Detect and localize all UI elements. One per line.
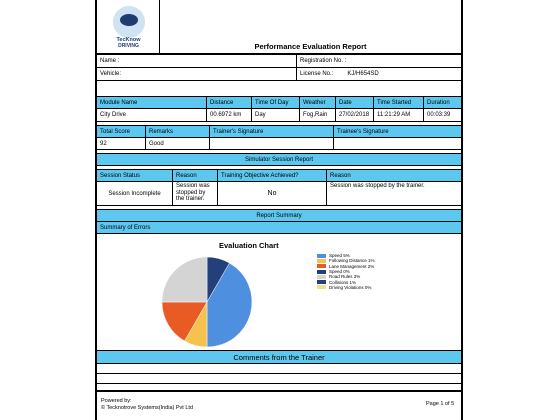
score-header-cell: Remarks	[145, 126, 209, 137]
company-name: © Tecknotrove Systems(India) Pvt Ltd	[101, 405, 193, 411]
pie-slice	[162, 257, 207, 302]
module-cell: 00.6972 km	[206, 109, 251, 121]
total-score-value: 92	[100, 140, 107, 147]
comments-title	[97, 350, 461, 364]
session-status-value: Session Incomplete	[108, 190, 161, 197]
legend-label: Collisions 1%	[329, 279, 357, 285]
chart-legend	[317, 253, 375, 290]
sim-header-cell: Reason	[172, 170, 217, 181]
logo	[97, 0, 160, 53]
score-table-row	[97, 138, 461, 150]
license-field	[296, 68, 461, 80]
simulator-title-text: Simulator Session Report	[244, 156, 314, 163]
simulator-table-header	[97, 170, 461, 182]
module-table-header	[97, 97, 461, 109]
simulator-table-row	[97, 182, 461, 206]
trainee-signature	[333, 138, 461, 149]
spacer-row	[97, 81, 461, 97]
steering-wheel-icon	[113, 6, 145, 38]
simulator-section-title	[97, 154, 461, 166]
module-cell: 27/02/2018	[335, 109, 373, 121]
legend-item	[317, 285, 375, 290]
legend-label: Speed 5%	[329, 253, 350, 259]
module-header-cell: Weather	[299, 97, 335, 108]
score-header-cell: Trainee's Signature	[333, 126, 461, 137]
legend-swatch	[317, 270, 326, 274]
module-cell: Day	[251, 109, 299, 121]
logo-subtitle: DRIVING	[118, 43, 139, 49]
report-summary-text: Report Summary	[256, 212, 302, 219]
legend-swatch	[317, 259, 326, 263]
page-title: Performance Evaluation Report	[254, 42, 367, 51]
legend-swatch	[317, 264, 326, 268]
report-header	[97, 0, 461, 55]
info-row-name	[97, 55, 461, 68]
info-row-vehicle	[97, 68, 461, 81]
vehicle-label: Vehicle:	[100, 71, 122, 77]
summary-errors-text: Summary of Errors	[100, 224, 151, 231]
legend-swatch	[317, 275, 326, 279]
legend-label: Speed 0%	[329, 269, 350, 275]
module-table-row	[97, 109, 461, 122]
module-header-cell: Duration	[423, 97, 461, 108]
legend-label: Lane Management 2%	[329, 263, 375, 269]
module-cell: City Drive	[100, 112, 127, 118]
module-cell: 00:03:39	[423, 109, 461, 121]
registration-label: Registration No. :	[296, 55, 461, 67]
name-label: Name :	[100, 58, 120, 64]
page-number: Page 1 of 5	[426, 401, 455, 407]
session-reason-value: Session was stopped by the trainer.	[172, 182, 217, 205]
legend-label: Driving Violations 0%	[329, 284, 372, 290]
module-header-cell: Distance	[206, 97, 251, 108]
pie-chart	[152, 255, 262, 350]
score-header-cell: Trainer's Signature	[209, 126, 333, 137]
legend-label: Following Distance 1%	[329, 258, 375, 264]
trainer-signature	[209, 138, 333, 149]
legend-swatch	[317, 280, 326, 284]
sim-header-cell: Session Status	[100, 172, 141, 179]
module-header-cell: Time Started	[373, 97, 423, 108]
module-cell: 11:21:29 AM	[373, 109, 423, 121]
sim-header-cell: Reason	[326, 170, 461, 181]
powered-by-label: Powered by:	[101, 398, 132, 404]
comments-line	[97, 384, 461, 392]
comments-line	[97, 374, 461, 384]
module-header-cell: Time Of Day	[251, 97, 299, 108]
score-table-header	[97, 126, 461, 138]
comments-line	[97, 364, 461, 374]
score-header-cell: Total Score	[100, 128, 131, 135]
module-header-cell: Date	[335, 97, 373, 108]
legend-swatch	[317, 285, 326, 289]
license-label: License No.:	[300, 71, 334, 77]
sim-header-cell: Training Objective Achieved?	[217, 170, 326, 181]
logo-brand: TecKnow	[116, 37, 141, 43]
legend-label: Road Rules 3%	[329, 274, 361, 280]
objective-reason-value: Session was stopped by the trainer.	[326, 182, 461, 205]
report-summary-title	[97, 210, 461, 222]
module-header-cell: Module Name	[100, 99, 138, 106]
remarks-value: Good	[145, 138, 209, 149]
chart-title: Evaluation Chart	[219, 241, 279, 250]
module-cell: Fog,Rain	[299, 109, 335, 121]
license-value: KJ/H654SD	[347, 71, 379, 77]
objective-achieved-value: No	[217, 182, 326, 205]
report-page	[95, 0, 463, 420]
summary-errors-title	[97, 222, 461, 234]
legend-swatch	[317, 254, 326, 258]
comments-title-text: Comments from the Trainer	[233, 352, 325, 362]
